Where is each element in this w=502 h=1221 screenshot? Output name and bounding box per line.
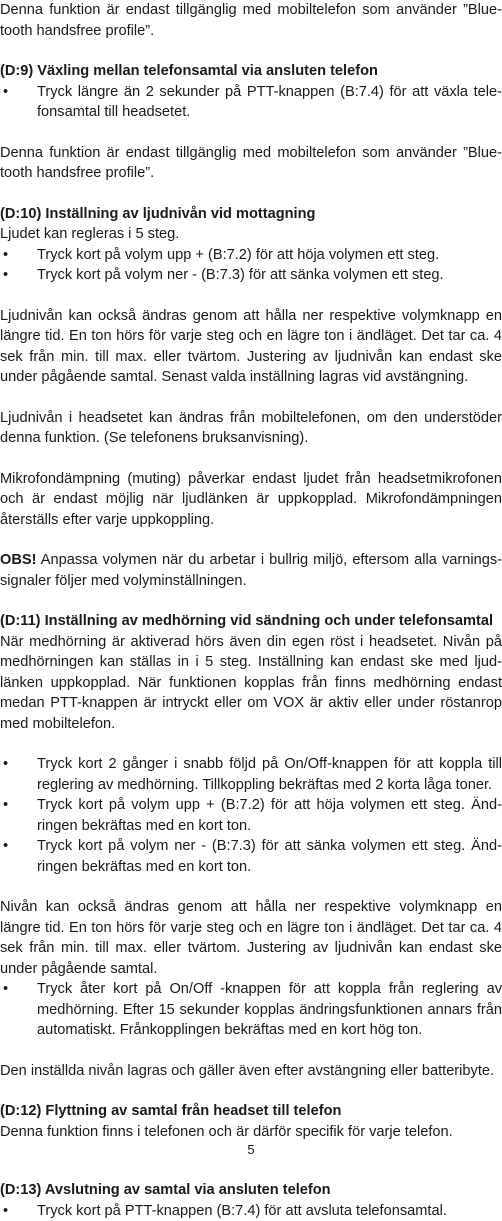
paragraph: Denna funktion är endast tillgänglig med mobiltelefon som använder ”Blue-tooth handsfree profile”. [0, 143, 502, 184]
spacer [0, 530, 502, 550]
paragraph: Nivån kan också ändras genom att hålla ner respektive volymknapp en längre tid. En ton hörs för varje steg och en lägre ton i ändläget. Det tar ca. 4 sek från min. till max. eller tvärtom. Justering av ljudnivån kan endast ske under pågående samtal. [0, 897, 502, 979]
bullet-text: Tryck kort på PTT-knappen (B:7.4) för att avsluta telefonsamtal. [37, 1203, 447, 1219]
bullet-item [0, 1201, 502, 1221]
bullet-text: Tryck längre än 2 sekunder på PTT-knappen (B:7.4) för att växla tele-fonsamtal till headsetet. [37, 84, 502, 121]
section-heading: (D:9) Växling mellan telefonsamtal via ansluten telefon [0, 61, 502, 82]
section-heading: (D:10) Inställning av ljudnivån vid mottagning [0, 204, 502, 225]
spacer [0, 449, 502, 469]
spacer [0, 591, 502, 611]
bullet-item [0, 795, 502, 836]
bullet-marker: • [3, 1201, 8, 1221]
paragraph: Ljudnivån i headsetet kan ändras från mobiltelefonen, om den understöder denna funktion. (Se telefonens bruksanvisning). [0, 408, 502, 449]
bullet-marker: • [3, 979, 8, 1000]
bullet-marker: • [3, 795, 8, 816]
section-heading: (D:13) Avslutning av samtal via ansluten telefon [0, 1180, 502, 1201]
spacer [0, 184, 502, 204]
bullet-marker: • [3, 265, 8, 286]
bullet-text: Tryck kort på volym ner - (B:7.3) för att sänka volymen ett steg. [37, 267, 444, 283]
bullet-marker: • [3, 836, 8, 857]
paragraph: Den inställda nivån lagras och gäller även efter avstängning eller batteribyte. [0, 1061, 502, 1082]
bullet-marker: • [3, 82, 8, 103]
bullet-text: Tryck kort på volym ner - (B:7.3) för att sänka volymen ett steg. Änd-ringen bekräftas med en kort ton. [37, 838, 502, 875]
page-number: 5 [0, 1140, 502, 1161]
warning-note [0, 550, 502, 591]
spacer [0, 877, 502, 897]
bullet-item [0, 245, 502, 266]
bullet-text: Tryck kort på volym upp + (B:7.2) för att höja volymen ett steg. Änd-ringen bekräftas med en kort ton. [37, 797, 502, 834]
section-heading: (D:12) Flyttning av samtal från headset till telefon [0, 1101, 502, 1122]
spacer [0, 286, 502, 306]
bullet-marker: • [3, 754, 8, 775]
spacer [0, 734, 502, 754]
spacer [0, 1041, 502, 1061]
paragraph: Denna funktion finns i telefonen och är därför specifik för varje telefon. [0, 1122, 502, 1143]
spacer [0, 1081, 502, 1101]
warning-text: Anpassa volymen när du arbetar i bullrig miljö, eftersom alla varnings-signaler följer med volyminställningen. [0, 552, 502, 589]
paragraph: Mikrofondämpning (muting) påverkar endast ljudet från headsetmikrofonen och är endast möjlig när ljudlänken är uppkopplad. Mikrofondämpningen återställs efter varje uppkoppling. [0, 469, 502, 531]
bullet-item [0, 836, 502, 877]
bullet-text: Tryck kort på volym upp + (B:7.2) för att höja volymen ett steg. [37, 247, 439, 263]
bullet-item [0, 82, 502, 123]
bullet-item [0, 265, 502, 286]
bullet-text: Tryck åter kort på On/Off -knappen för att koppla från reglering av medhörning. Efter 15 sekunder kopplas ändringsfunktionen annars från automatiskt. Frånkopplingen bekräftas med en kort hög ton. [37, 981, 502, 1038]
spacer [0, 41, 502, 61]
paragraph: Ljudnivån kan också ändras genom att hålla ner respektive volymknapp en längre tid. En ton hörs för varje steg och en lägre ton i ändläget. Det tar ca. 4 sek från min. till max. eller tvärtom. Justering av ljudnivån kan endast ske under pågående samtal. Senast valda inställning lagras vid avstängning. [0, 306, 502, 388]
paragraph: Ljudet kan regleras i 5 steg. [0, 224, 502, 245]
section-heading: (D:11) Inställning av medhörning vid sändning och under telefonsamtal [0, 611, 502, 632]
warning-label: OBS! [0, 552, 36, 568]
paragraph: Denna funktion är endast tillgänglig med mobiltelefon som använder ”Blue-tooth handsfree profile”. [0, 0, 502, 41]
paragraph: När medhörning är aktiverad hörs även din egen röst i headsetet. Nivån på medhörningen kan ställas in i 5 steg. Inställning kan endast ske med ljud-länken uppkopplad. När funktionen kopplas från finns medhörning endast medan PTT-knappen är intryckt eller om VOX är aktiv eller under röstanrop med mobiltelefon. [0, 632, 502, 735]
bullet-marker: • [3, 245, 8, 266]
bullet-item [0, 979, 502, 1041]
spacer [0, 123, 502, 143]
bullet-text: Tryck kort 2 gånger i snabb följd på On/Off-knappen för att koppla till reglering av medhörning. Tillkoppling bekräftas med 2 korta låga toner. [37, 756, 502, 793]
spacer [0, 388, 502, 408]
bullet-item [0, 754, 502, 795]
